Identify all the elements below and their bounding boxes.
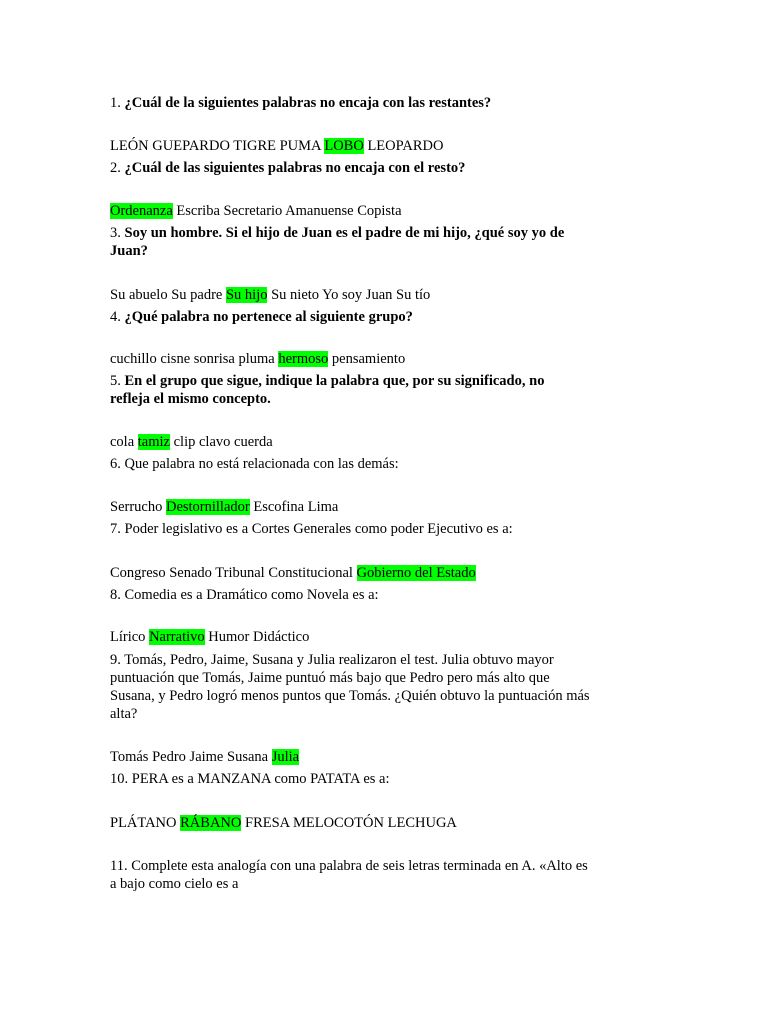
answer-options-1 — [110, 137, 610, 155]
option: clavo — [199, 434, 231, 450]
option-highlighted: Julia — [271, 749, 300, 765]
option: Escriba — [176, 203, 220, 219]
question-number: 7. — [110, 521, 121, 537]
question-number: 6. — [110, 456, 121, 472]
option: cola — [110, 434, 135, 450]
question-1 — [110, 94, 610, 112]
question-number: 2. — [110, 160, 121, 176]
question-4 — [110, 308, 610, 326]
option: pluma — [238, 351, 275, 367]
question-11 — [110, 857, 595, 893]
question-number: 4. — [110, 309, 121, 325]
option: cuerda — [234, 434, 273, 450]
option: Amanuense — [285, 203, 354, 219]
option: TIGRE — [233, 138, 276, 154]
option: cuchillo — [110, 351, 157, 367]
option: cisne — [160, 351, 191, 367]
answer-options-2 — [110, 202, 610, 220]
answer-options-10 — [110, 814, 610, 832]
option: PLÁTANO — [110, 815, 177, 831]
question-8 — [110, 586, 610, 604]
question-10 — [110, 770, 610, 788]
option: Su padre — [171, 287, 223, 303]
option: FRESA — [245, 815, 290, 831]
option: LEOPARDO — [367, 138, 444, 154]
option-highlighted: RÁBANO — [180, 815, 242, 831]
answer-options-5 — [110, 433, 610, 451]
option: LECHUGA — [387, 815, 457, 831]
option-highlighted: Ordenanza — [110, 203, 173, 219]
option-highlighted: Destornillador — [165, 499, 250, 515]
option: Senado — [169, 565, 212, 581]
question-2 — [110, 159, 610, 177]
option: pensamiento — [331, 351, 406, 367]
question-number: 9. — [110, 652, 121, 668]
option: Yo soy Juan — [322, 287, 393, 303]
question-text: ¿Cuál de las siguientes palabras no encaja con el resto? — [124, 160, 466, 176]
option: clip — [173, 434, 196, 450]
question-number: 1. — [110, 95, 121, 111]
option-highlighted: LOBO — [324, 138, 364, 154]
option: Lírico — [110, 629, 146, 645]
question-text: ¿Cuál de la siguientes palabras no encaja con las restantes? — [124, 95, 492, 111]
option: Su abuelo — [110, 287, 168, 303]
question-6 — [110, 455, 610, 473]
option: Tribunal Constitucional — [215, 565, 353, 581]
question-number: 3. — [110, 225, 121, 241]
option: GUEPARDO — [152, 138, 230, 154]
question-text: PERA es a MANZANA como PATATA es a: — [131, 771, 390, 787]
answer-options-4 — [110, 350, 610, 368]
question-text: Poder legislativo es a Cortes Generales como poder Ejecutivo es a: — [124, 521, 513, 537]
option: Su tío — [396, 287, 431, 303]
option: PUMA — [279, 138, 321, 154]
option-highlighted: Su hijo — [225, 287, 268, 303]
option: sonrisa — [193, 351, 235, 367]
option: Congreso — [110, 565, 166, 581]
option: Pedro — [152, 749, 186, 765]
question-number: 5. — [110, 373, 121, 389]
option: Lima — [307, 499, 339, 515]
option: Humor — [208, 629, 250, 645]
question-text: Comedia es a Dramático como Novela es a: — [124, 587, 379, 603]
question-number: 10. — [110, 771, 129, 787]
question-number: 11. — [110, 858, 128, 874]
option-highlighted: Narrativo — [149, 629, 205, 645]
question-5 — [110, 372, 580, 408]
answer-options-3 — [110, 286, 610, 304]
option: Jaime — [189, 749, 224, 765]
question-7 — [110, 520, 610, 538]
question-text: Tomás, Pedro, Jaime, Susana y Julia realizaron el test. Julia obtuvo mayor puntuación que Tomás, Jaime puntuó más bajo que Pedro pero más alto que Susana, y Pedro logró menos puntos que Tomás. ¿Quién obtuvo la puntuación más alta? — [110, 652, 590, 722]
answer-options-9 — [110, 748, 610, 766]
option: Copista — [357, 203, 402, 219]
option: MELOCOTÓN — [292, 815, 384, 831]
question-text: Complete esta analogía con una palabra de seis letras terminada en A. «Alto es a bajo como cielo es a — [110, 858, 588, 892]
option-highlighted: tamiz — [137, 434, 170, 450]
option: Didáctico — [252, 629, 310, 645]
answer-options-8 — [110, 628, 610, 646]
option: Su nieto — [271, 287, 320, 303]
question-3 — [110, 224, 590, 260]
question-text: En el grupo que sigue, indique la palabra que, por su significado, no refleja el mismo concepto. — [110, 373, 545, 407]
option: Secretario — [223, 203, 283, 219]
option-highlighted: Gobierno del Estado — [356, 565, 476, 581]
option: Susana — [227, 749, 269, 765]
question-9 — [110, 651, 590, 723]
answer-options-6 — [110, 498, 610, 516]
question-text: Que palabra no está relacionada con las demás: — [124, 456, 399, 472]
question-text: ¿Qué palabra no pertenece al siguiente grupo? — [124, 309, 413, 325]
option: Tomás — [110, 749, 149, 765]
question-text: Soy un hombre. Si el hijo de Juan es el padre de mi hijo, ¿qué soy yo de Juan? — [110, 225, 565, 259]
option: Escofina — [253, 499, 305, 515]
question-number: 8. — [110, 587, 121, 603]
option-highlighted: hermoso — [278, 351, 329, 367]
option: LEÓN — [110, 138, 149, 154]
answer-options-7 — [110, 564, 610, 582]
option: Serrucho — [110, 499, 163, 515]
